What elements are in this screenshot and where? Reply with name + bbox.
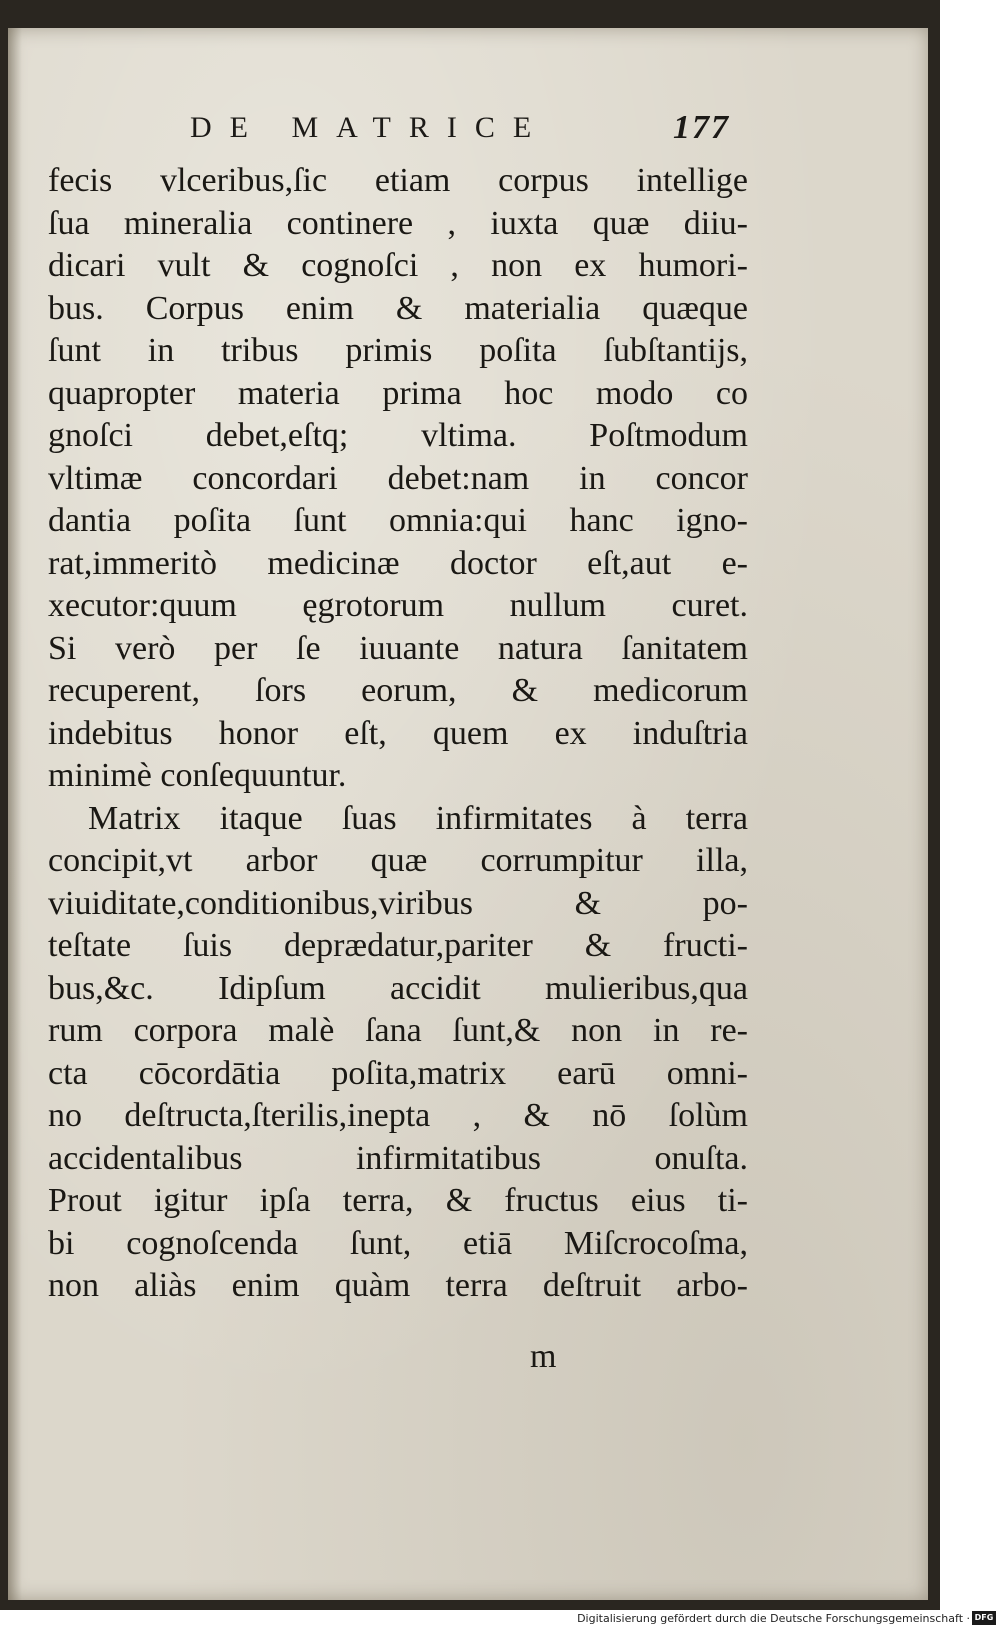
text-line: cta cōcordātia poſita,matrix earū omni- [48, 1054, 748, 1092]
text-line: ſua mineralia continere , iuxta quæ diiu- [48, 204, 748, 242]
text-line: fecis vlceribus,ſic etiam corpus intellige [48, 162, 748, 199]
text-line: concipit,vt arbor quæ corrumpitur illa, [48, 842, 748, 879]
text-line: accidentalibus infirmitatibus onuſta. [48, 1139, 748, 1177]
text-line: bi cognoſcenda ſunt, etiā Miſcrocoſma, [48, 1224, 748, 1262]
text-line: Si verò per ſe iuuante natura ſanitatem [48, 629, 748, 667]
text-line: non aliàs enim quàm terra deſtruit arbo- [48, 1267, 748, 1304]
text-line: viuiditate,conditionibus,viribus & po- [48, 884, 748, 922]
text-line: xecutor:quum ęgrotorum nullum curet. [48, 587, 748, 624]
text-line: Matrix itaque ſuas infirmitates à terra [88, 799, 748, 837]
text-line: rat,immeritò medicinæ doctor eſt,aut e- [48, 544, 748, 582]
digitization-credit: Digitalisierung gefördert durch die Deutsche Forschungsgemeinschaft · [577, 1612, 970, 1625]
text-line: dicari vult & cognoſci , non ex humori- [48, 247, 748, 284]
page-number: 177 [673, 109, 730, 146]
text-line: recuperent, ſors eorum, & medicorum [48, 672, 748, 709]
text-line: bus. Corpus enim & materialia quæque [48, 289, 748, 327]
text-line: ſunt in tribus primis poſita ſubſtantijs, [48, 332, 748, 369]
text-line: rum corpora malè ſana ſunt,& non in re- [48, 1012, 748, 1049]
text-line: vltimæ concordari debet:nam in concor [48, 459, 748, 497]
text-line: indebitus honor eſt, quem ex induſtria [48, 714, 748, 752]
text-line: quapropter materia prima hoc modo co [48, 374, 748, 412]
page-gutter-shadow [8, 28, 22, 1600]
text-line: dantia poſita ſunt omnia:qui hanc igno- [48, 502, 748, 539]
body-text [48, 160, 748, 1308]
text-line: bus,&c. Idipſum accidit mulieribus,qua [48, 969, 748, 1007]
text-line: teſtate ſuis deprædatur,pariter & fructi- [48, 927, 748, 964]
running-title: DE MATRICE [190, 111, 550, 144]
text-line: Prout igitur ipſa terra, & fructus eius ti- [48, 1182, 748, 1219]
text-line: minimè conſequuntur. [48, 757, 347, 794]
text-line: no deſtructa,ſterilis,inepta , & nō ſolùm [48, 1097, 748, 1134]
catchword: m [530, 1338, 557, 1375]
running-head [50, 104, 730, 152]
dfg-logo-icon: DFG [972, 1611, 996, 1625]
text-line: gnoſci debet,eſtq; vltima. Poſtmodum [48, 417, 748, 454]
